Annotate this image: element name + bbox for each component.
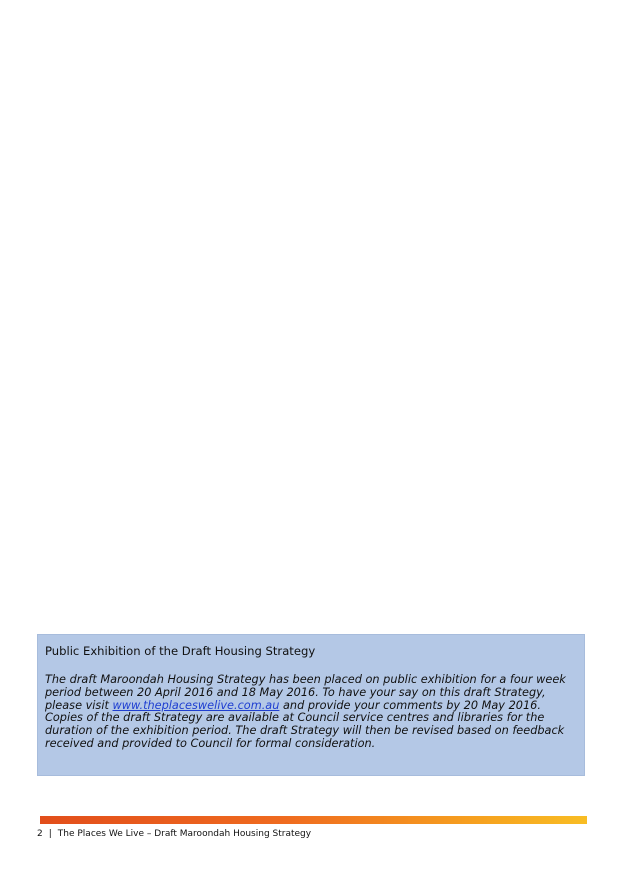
page-number: 2 [37,829,43,839]
notice-line-suffix: and provide your comments by 20 May 2016. [279,698,541,712]
footer-separator: | [48,829,52,839]
notice-line: duration of the exhibition period. The draft Strategy will then be revised based on feedback [45,724,565,738]
exhibition-notice-box [37,634,585,776]
notice-line: received and provided to Council for formal consideration. [45,736,376,750]
notice-line: The draft Maroondah Housing Strategy has been placed on public exhibition for a four week [45,673,566,686]
footer-accent-bar [40,816,587,824]
notice-line-prefix: please visit [45,698,113,712]
notice-body [45,674,577,751]
page-footer [37,829,311,840]
notice-line: period between 20 April 2016 and 18 May 2016. To have your say on this draft Strategy, [45,685,546,699]
notice-heading: Public Exhibition of the Draft Housing Strategy [45,644,316,658]
notice-line: Copies of the draft Strategy are available at Council service centres and libraries for the [45,711,545,725]
document-title: The Places We Live – Draft Maroondah Housing Strategy [57,829,312,839]
website-link[interactable]: www.theplaceswelive.com.au [112,698,280,712]
